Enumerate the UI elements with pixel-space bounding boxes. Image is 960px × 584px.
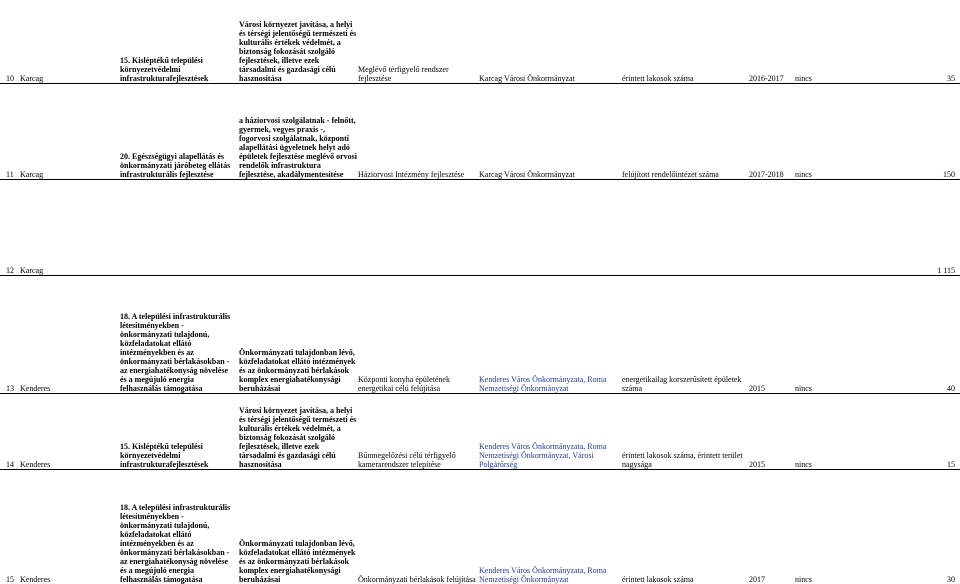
description-cell: Városi környezet javítása, a helyi és térségi jelentőségű természeti és kulturális értékek védelmét, a biztonság fokozását szolgáló fejlesztések, illetve ezek társadalmi és gazdasági célú hasznosítása [239,406,357,469]
applicant-cell: Kenderes Város Önkormányzata, Roma Nemzetiségi Önkormányzat [479,375,607,393]
program-cell: 18. A települési infrastrukturális létesítményekben - önkormányzati tulajdonú, közfeladatokat ellátó intézményekben és az önkormányzati bérlakásokban - az energiahatékonyság növelése és a megújuló energia felhasználás támogatása [120,312,231,393]
total-cell: 1 115 [937,266,955,275]
project-cell: Önkormányzati bérlakások felújítása [358,575,476,584]
table-row [0,84,960,180]
indicator-cell: felújított rendelőintézet száma [622,170,719,179]
applicant-cell: Karcag Városi Önkormányzat [479,170,575,179]
place-cell: Karcag [20,266,44,275]
row-number: 10 [6,74,14,83]
project-cell: Meglévő térfigyelő rendszer fejlesztése [358,65,449,83]
indicator-cell: érintett lakosok száma [622,575,694,584]
target-cell: 15 [947,460,955,469]
table-row [0,0,960,84]
row-number: 15 [6,575,14,584]
applicant-cell: Kenderes Város Önkormányzata, Roma Nemzetiségi Önkormányzat, Városi Polgárőrség [479,442,607,469]
project-cell: Központi konyha épületének energetikai célú felújítása [358,375,450,393]
target-cell: 30 [947,575,955,584]
program-cell: 15. Kisléptékű települési környezetvédelmi infrastrukturafejlesztések [120,56,209,83]
row-number: 14 [6,460,14,469]
baseline-cell: nincs [795,575,812,584]
description-cell: Önkormányzati tulajdonban lévő, közfeladatokat ellátó intézmények és az önkormányzati bérlakások komplex energiahatékonysági beruházásai [239,539,356,584]
description-cell: a háziorvosi szolgálatnak - felnőtt, gyermek, vegyes praxis -, fogorvosi szolgálatnak, központi alapellátási ügyeletnek helyt adó épületek fejlesztése meglévő orvosi rendelők infrastruktura fejlesztése, akadálymentesítése [239,116,357,179]
place-cell: Karcag [20,74,44,83]
applicant-cell: Kenderes Város Önkormányzata, Roma Nemzetiségi Önkormányzat [479,566,607,584]
row-number: 13 [6,384,14,393]
table-row [0,394,960,470]
description-cell: Önkormányzati tulajdonban lévő, közfeladatokat ellátó intézmények és az önkormányzati bérlakások komplex energiahatékonysági beruházásai [239,348,356,393]
table-row [0,180,960,276]
baseline-cell: nincs [795,74,812,83]
indicator-cell: energetikailag korszerűsített épületek száma [622,375,742,393]
indicator-cell: érintett lakosok száma, érintett terület nagysága [622,451,743,469]
table-row [0,470,960,584]
indicator-cell: érintett lakosok száma [622,74,694,83]
baseline-cell: nincs [795,170,812,179]
baseline-cell: nincs [795,384,812,393]
place-cell: Kenderes [20,575,51,584]
place-cell: Kenderes [20,460,51,469]
row-number: 11 [6,170,14,179]
program-cell: 18. A települési infrastrukturális létesítményekben - önkormányzati tulajdonú, közfeladatokat ellátó intézményekben és az önkormányzati bérlakásokban - az energiahatékonyság növelése és a megújuló energia felhasználás támogatása [120,503,231,584]
program-cell: 15. Kisléptékű települési környezetvédelmi infrastrukturafejlesztések [120,442,209,469]
baseline-cell: nincs [795,460,812,469]
table-row [0,276,960,394]
applicant-cell: Karcag Városi Önkormányzat [479,74,575,83]
period-cell: 2017-2018 [749,170,784,179]
project-cell: Háziorvosi Intézmény fejlesztése [358,170,465,179]
place-cell: Kenderes [20,384,51,393]
project-cell: Bűnmegelőzési célú térfigyelő kamerarendszer telepítése [358,451,456,469]
target-cell: 40 [947,384,955,393]
period-cell: 2017 [749,575,765,584]
target-cell: 35 [947,74,955,83]
program-cell: 20. Egészségügyi alapellátás és önkormányzati járóbeteg ellátás infrastrukturális fejlesztése [120,152,231,179]
row-number: 12 [6,266,14,275]
target-cell: 150 [943,170,955,179]
place-cell: Karcag [20,170,44,179]
period-cell: 2016-2017 [749,74,784,83]
period-cell: 2015 [749,384,765,393]
period-cell: 2015 [749,460,765,469]
description-cell: Városi környezet javítása, a helyi és térségi jelentőségű természeti és kulturális értékek védelmét, a biztonság fokozását szolgáló fejlesztések, illetve ezek társadalmi és gazdasági célú hasznosítása [239,20,357,83]
